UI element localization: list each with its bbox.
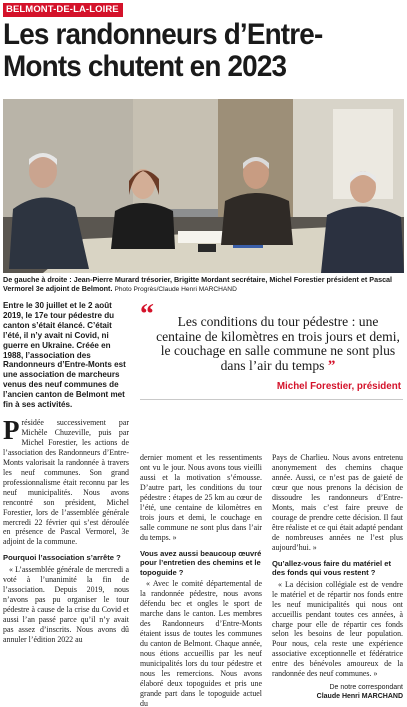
byline-label: De notre correspondant — [329, 684, 403, 692]
byline-name: Claude Henri MARCHAND — [316, 693, 403, 701]
section-kicker: BELMONT-DE-LA-LOIRE — [3, 3, 123, 17]
photo-meeting-icon — [3, 99, 404, 273]
lead-paragraph: Entre le 30 juillet et le 2 août 2019, le 17e tour pédestre du canton s’était élancé. C’était l’été, il n’y avait ni Covid, ni guerre en Ukraine. Créée en 1988, l’association des Randonneurs d’Entre-Monts est une association de marcheurs venus des neuf communes de l’ancien canton de Belmont met fin à ses activités. — [3, 301, 126, 410]
byline — [272, 683, 403, 701]
column-2 — [140, 453, 262, 707]
headline — [3, 19, 377, 83]
quote-open-mark: “ — [140, 299, 154, 330]
divider — [140, 399, 403, 400]
answer-paragraph: « Avec le comité départemental de la randonnée pédestre, nous avons défendu bec et ongles le sport de marche dans le canton. Les membres des Randonneurs d’Entre-Monts étaient issus de toutes les communes du canton de Belmont. Chaque année, nous étions accueillis par les neuf municipalités lors du tour pédestre et nous les remercions. Nous avons élaboré deux topoguides et pris une grande part dans le topoguide actuel du — [140, 579, 262, 707]
answer-paragraph: « La décision collégiale est de vendre le matériel et de répartir nos fonds entre les neuf municipalités qui nous ont accueillis pendant toutes ces années, à charge pour elle de répartir ces fonds selon les besoins de leur population. Pour nous, cela reste une expérience associative exceptionnelle et fédératrice entre des bénévoles amoureux de la randonnée des neuf communes. » — [272, 579, 403, 679]
question-heading: Vous avez aussi beaucoup œuvré pour l’entretien des chemins et le topoguide ? — [140, 548, 262, 577]
caption-text: De gauche à droite : Jean-Pierre Murard trésorier, Brigitte Mordant secrétaire, Michel Forestier président et Pascal Vermorel 3e adjoint de Belmont. — [3, 275, 393, 294]
headline-line-2: Monts chutent en 2023 — [3, 50, 287, 83]
photo-caption — [3, 275, 405, 295]
question-heading: Qu’allez-vous faire du matériel et des fonds qui vous restent ? — [272, 558, 392, 578]
question-heading: Pourquoi l’association s’arrête ? — [3, 553, 121, 563]
body-paragraph: dernier moment et les ressentiments ont vu le jour. Nous avons tous vieilli aussi et la motivation s’émousse. D’autre part, les conditions du tour pédestre : étapes de 25 km au cœur de l’été, une centaine de kilomètres en trois jours et demi, le couchage en salle commune ne sont plus dans l’air du temps. » — [140, 453, 262, 542]
drop-cap: P — [3, 414, 20, 445]
headline-line-1: Les randonneurs d’Entre- — [3, 18, 323, 51]
column-3 — [272, 453, 403, 701]
pull-quote-text: Les conditions du tour pédestre : une centaine de kilomètres en trois jours et demi, le couchage en salle commune ne sont plus dans l’air du temps ” — [156, 314, 400, 374]
body-paragraph: Présidée successivement par Michèle Chuzeville, puis par Michel Forestier, les actions de l’association des Randonneurs d’Entre-Monts valorisait la randonnée à travers les neuf communes. Son grand professionnalisme était reconnu par les neuf municipalités. Nous avons rencontré son président, Michel Forestier, lors de l’assemblée générale mercredi 22 février qui s’est déroulée en présence de Pascal Vermorel, 3e adjoint de la commune. — [3, 414, 129, 547]
photo-credit: Photo Progrès/Claude Henri MARCHAND — [114, 286, 237, 294]
article-photo — [3, 99, 404, 273]
pull-quote-author: Michel Forestier, président — [276, 381, 401, 392]
pull-quote — [140, 299, 403, 445]
body-paragraph: Pays de Charlieu. Nous avons entretenu anonymement des chemins chaque année. Aussi, ce n’est pas de gaieté de cœur que nous prenons la décision de dissoudre les randonneurs d’Entre-Monts, mais c’est faire preuve de courage de prendre cette décision. Il faut être réaliste et ce qui était adapté pendant de nombreuses années ne l’est plus aujourd’hui. » — [272, 453, 403, 552]
quote-close-mark: ” — [327, 357, 336, 374]
answer-paragraph: « L’assemblée générale de mercredi a voté à l’unanimité la fin de l’association. Depuis 2019, nous n’avons pas pu organiser le tour pédestre à cause de la crise du Covid et aussi l’an passé parce qu’il n’y avait pas assez d’inscrits. Nous avons dû annuler l’édition 2022 au — [3, 564, 129, 644]
column-1 — [3, 301, 129, 645]
